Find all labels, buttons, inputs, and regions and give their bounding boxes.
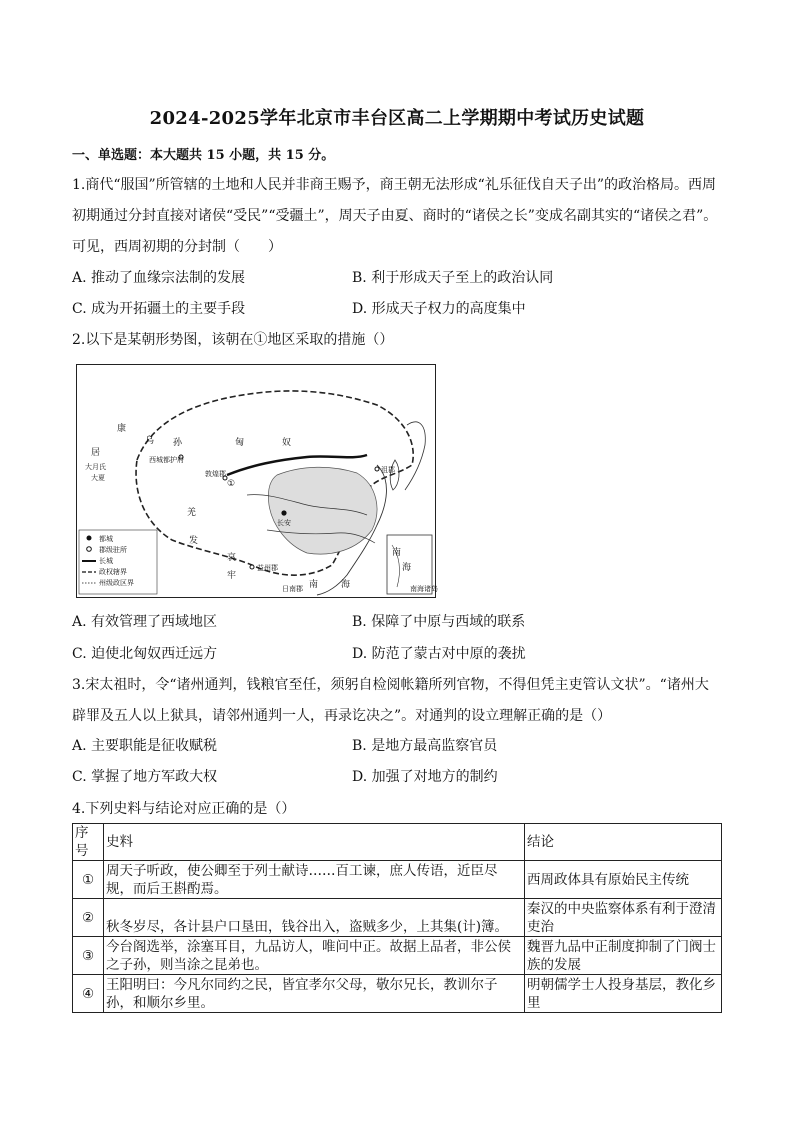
row-number: ②: [73, 899, 104, 937]
page-title: 2024-2025学年北京市丰台区高二上学期期中考试历史试题: [149, 108, 645, 129]
changan-marker: [281, 510, 286, 515]
row-conclusion: 魏晋九品中正制度抑制了门阀士族的发展: [525, 937, 722, 975]
q2-option-a[interactable]: A. 有效管理了西域地区: [72, 614, 218, 630]
header-source: 史料: [104, 824, 525, 861]
question-4-text: 4.下列史料与结论对应正确的是（）: [72, 801, 296, 817]
label-protectorate: 西城都护府: [149, 456, 184, 464]
q2-option-d[interactable]: D. 防范了蒙古对中原的袭扰: [352, 646, 526, 662]
label-dunhuang: 敦煌郡: [205, 470, 226, 478]
row-source: 今台阁选举，涂塞耳目，九品访人，唯问中正。故据上品者，非公侯之子孙，则当涂之昆弟也。: [104, 937, 525, 975]
east-prefecture-marker: [375, 467, 379, 471]
row-conclusion: 西周政体具有原始民主传统: [525, 861, 722, 899]
legend-capital: 都城: [99, 535, 113, 543]
row-conclusion: 明朝儒学士人投身基层，教化乡里: [525, 975, 722, 1013]
q1-option-a[interactable]: A. 推动了血缘宗法制的发展: [72, 270, 246, 286]
label-nan-inset: 南: [392, 548, 402, 558]
legend-province: 州级政区界: [99, 579, 134, 587]
islands-outline: [405, 422, 425, 490]
label-sun: 孙: [173, 438, 183, 448]
label-ju: 居: [91, 448, 101, 458]
label-qiang: 羌: [187, 508, 197, 518]
label-ai: 哀: [227, 553, 237, 563]
question-3-text: 3.宋太祖时，令“诸州通判，钱粮官至任，须躬自检阅帐籍所列官物，不得但凭主吏管认文状”。“诸州大辟罪及五人以上狱具，请邻州通判一人，再录讫决之”。对通判的设立理解正确的是（）: [72, 677, 709, 724]
label-nan: 南: [309, 580, 319, 590]
legend-boundary: 政权辖界: [99, 568, 127, 576]
yizhou-marker: [250, 565, 254, 569]
historical-map: [76, 364, 436, 598]
q3-option-b[interactable]: B. 是地方最高监察官员: [352, 738, 498, 754]
q4-table: [72, 823, 722, 1013]
legend-prefecture: 郡级驻所: [99, 546, 127, 554]
label-hai: 海: [341, 580, 351, 590]
question-1-text: 1.商代“服国”所管辖的土地和人民并非商王赐予，商王朝无法形成“礼乐征伐自天子出”的政治格局。西周初期通过分封直接对诸侯“受民”“受疆土”，周天子由夏、商时的“诸侯之长”变成名副其实的“诸侯之君”。可见，西周初期的分封制（ ）: [72, 177, 718, 255]
row-source: 秋冬岁尽，各计县户口垦田，钱谷出入，盗贼多少，上其集(计)簿。: [104, 899, 525, 937]
row-source: 周天子听政，使公卿至于列士献诗……百工谏，庶人传语，近臣尽规，而后王斟酌焉。: [104, 861, 525, 899]
label-changan: 长安: [277, 519, 291, 527]
q1-option-b[interactable]: B. 利于形成天子至上的政治认同: [352, 270, 554, 286]
row-number: ③: [73, 937, 104, 975]
q3-option-c[interactable]: C. 掌握了地方军政大权: [72, 769, 218, 785]
label-wu: 乌: [145, 436, 155, 446]
header-number: 序号: [73, 824, 104, 861]
label-rinan: 日南郡: [282, 585, 303, 593]
label-lao: 牢: [227, 571, 237, 581]
row-number: ①: [73, 861, 104, 899]
row-conclusion: 秦汉的中央监察体系有利于澄清吏治: [525, 899, 722, 937]
row-source: 王阳明曰：今凡尔同约之民，皆宜孝尔父母，敬尔兄长，教训尔子孙，和顺尔乡里。: [104, 975, 525, 1013]
label-daxia: 大夏: [91, 474, 105, 482]
label-east-prefecture: 沮郡: [381, 466, 395, 474]
section-heading: 一、单选题：本大题共 15 小题，共 15 分。: [72, 148, 335, 163]
label-hai-inset: 海: [402, 563, 412, 573]
label-kang: 康: [117, 424, 127, 434]
table-row: [73, 975, 722, 1013]
label-nu: 奴: [282, 438, 292, 448]
legend-prefecture-symbol: [87, 547, 92, 552]
label-xiong: 匈: [235, 438, 245, 448]
q1-option-c[interactable]: C. 成为开拓疆土的主要手段: [72, 301, 246, 317]
q1-option-d[interactable]: D. 形成天子权力的高度集中: [352, 301, 526, 317]
map-svg: [77, 365, 438, 596]
inset-label: 南海诸岛: [410, 585, 438, 593]
legend-capital-symbol: [87, 536, 92, 541]
legend-wall: 长城: [99, 557, 113, 565]
header-conclusion: 结论: [525, 824, 722, 861]
q3-option-d[interactable]: D. 加强了对地方的制约: [352, 769, 498, 785]
label-dayuezhi: 大月氏: [85, 463, 106, 471]
row-number: ④: [73, 975, 104, 1013]
table-row: [73, 899, 722, 937]
label-marker-1: ①: [227, 479, 236, 489]
label-fa: 发: [189, 536, 199, 546]
question-2-text: 2.以下是某朝形势图，该朝在①地区采取的措施（）: [72, 332, 394, 348]
label-yizhou: 益州郡: [257, 564, 278, 572]
q3-option-a[interactable]: A. 主要职能是征收赋税: [72, 738, 218, 754]
table-row: [73, 861, 722, 899]
table-header-row: [73, 824, 722, 861]
q2-option-b[interactable]: B. 保障了中原与西域的联系: [352, 614, 526, 630]
table-row: [73, 937, 722, 975]
q2-option-c[interactable]: C. 迫使北匈奴西迁远方: [72, 646, 218, 662]
